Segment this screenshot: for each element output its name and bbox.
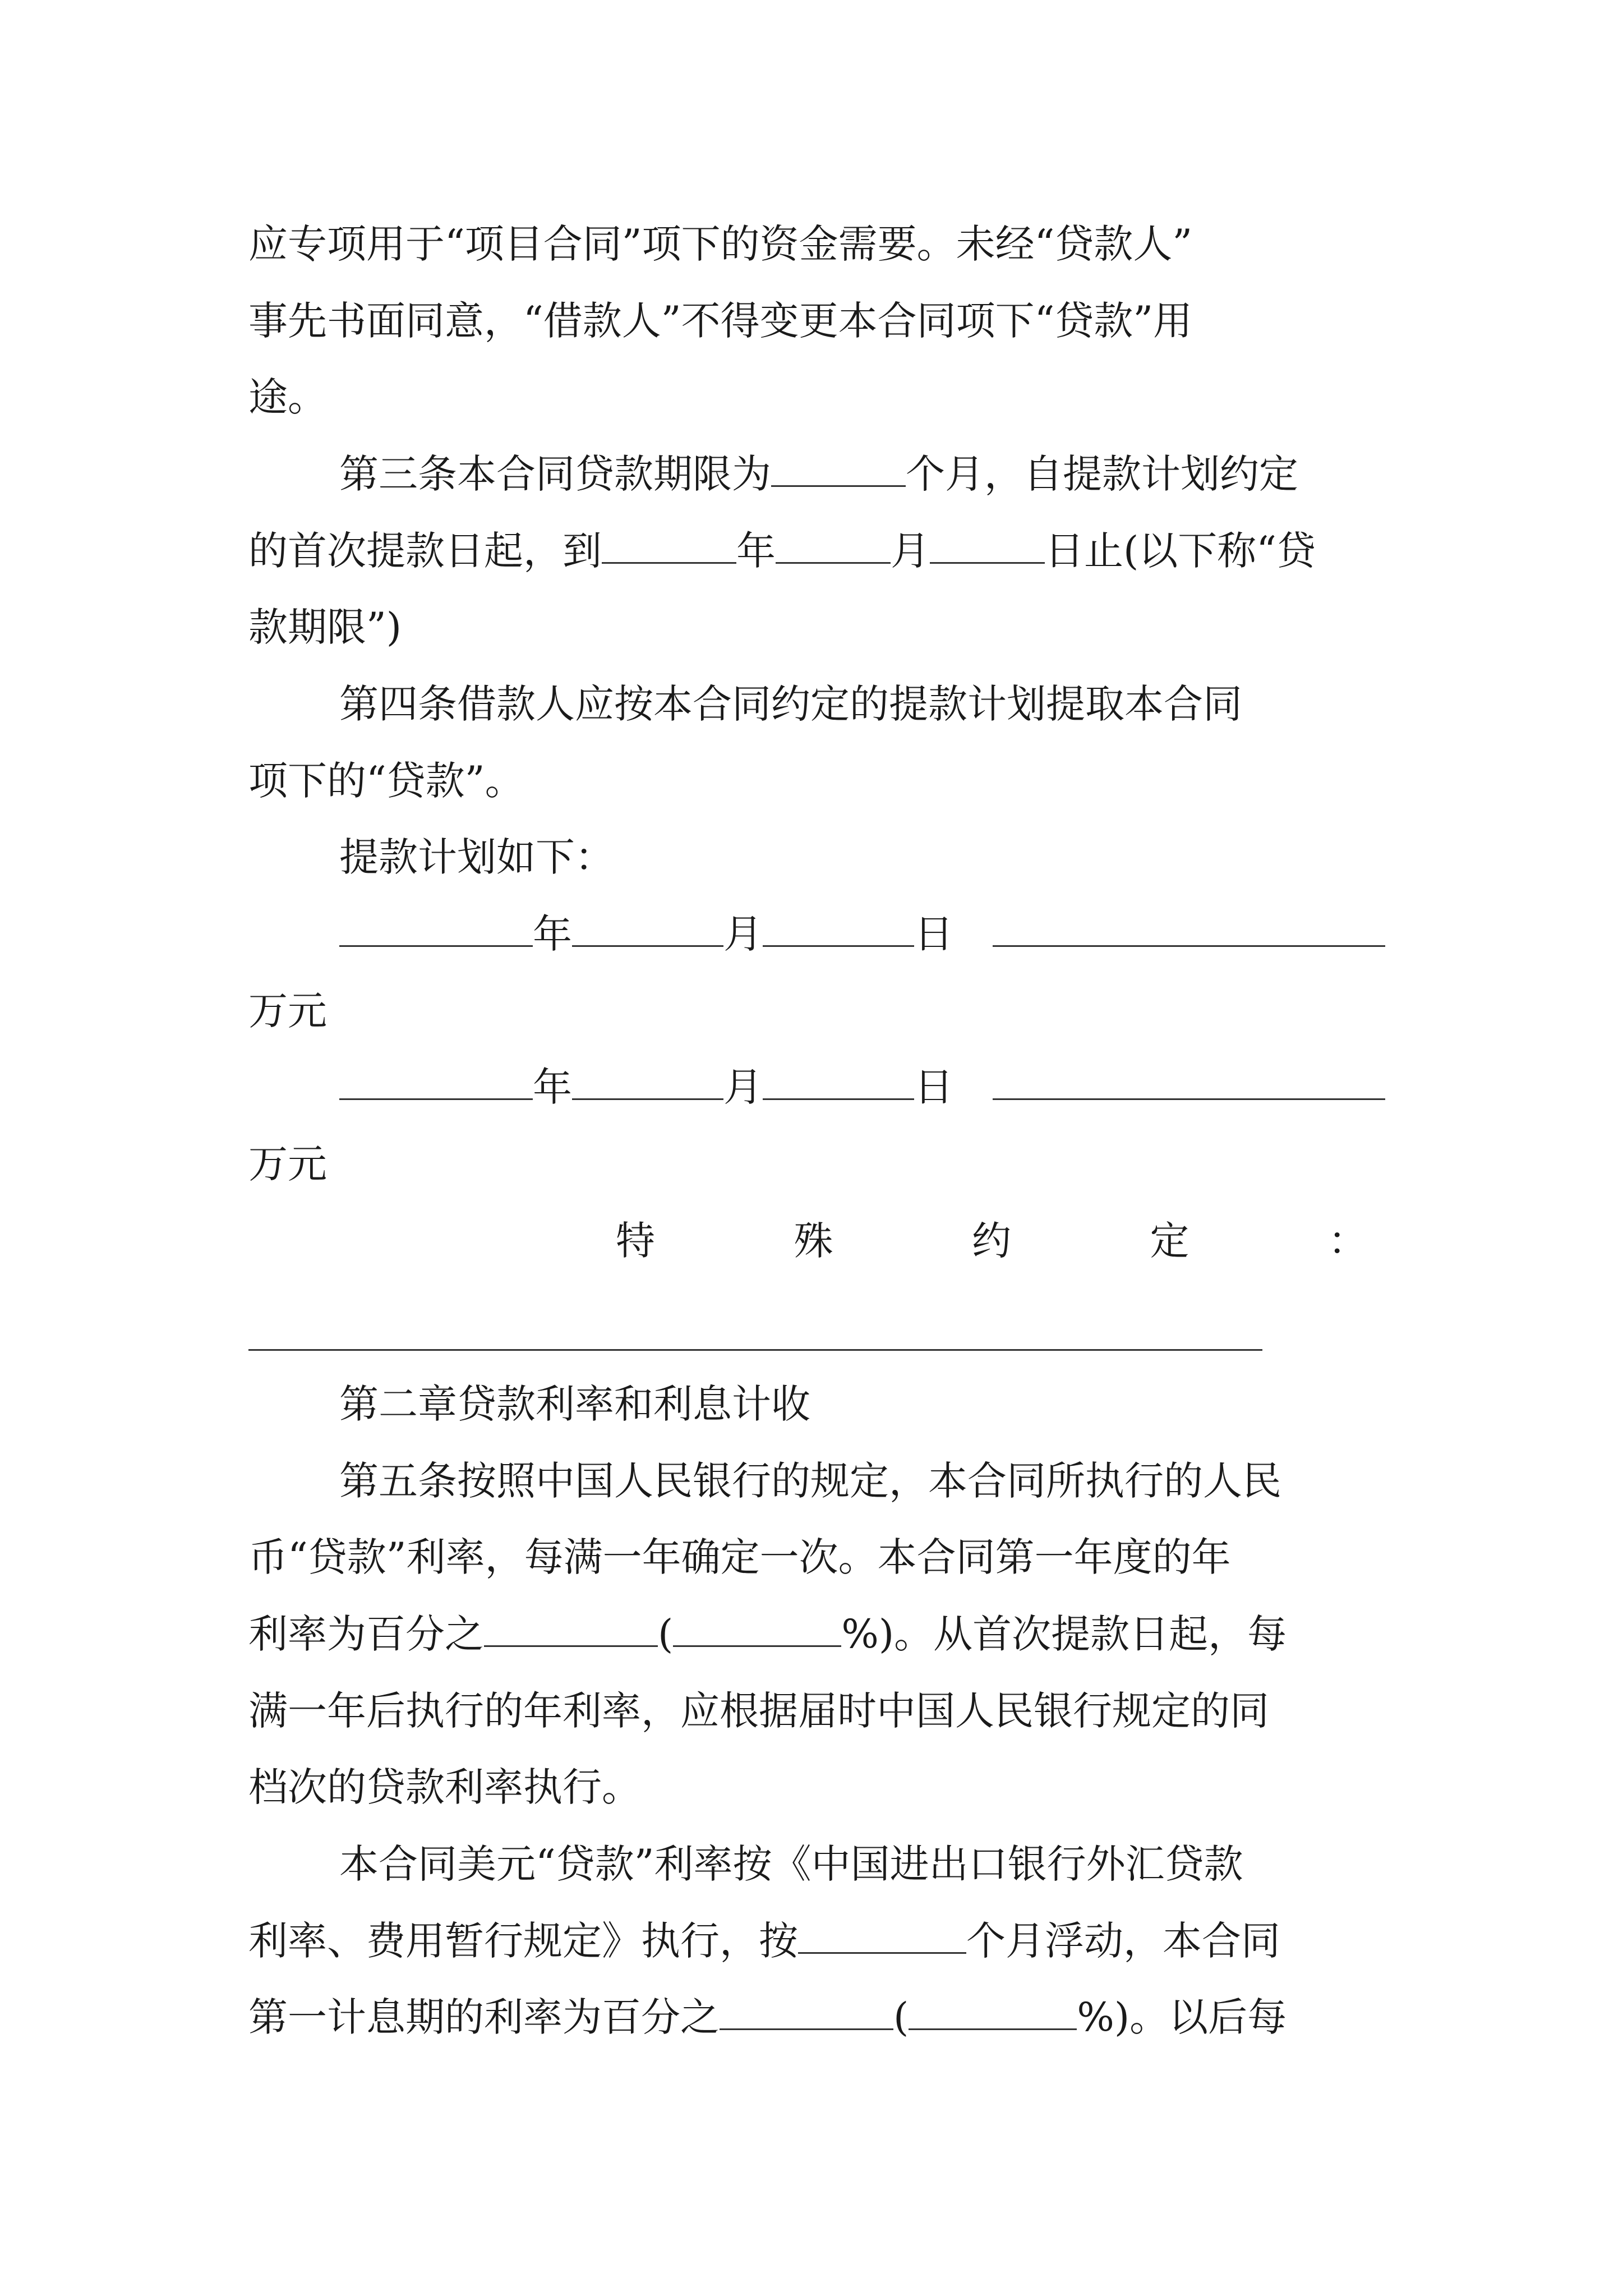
text: 款期限”): [248, 604, 402, 650]
text: 万元: [248, 988, 327, 1034]
fill-blank-month[interactable]: [776, 561, 891, 564]
text: 月: [723, 1064, 763, 1110]
fill-blank-year[interactable]: [339, 1097, 533, 1100]
special-agreement-heading: [616, 1202, 1367, 1280]
text: 项下的“贷款”。: [248, 758, 524, 804]
article-5-line: [248, 1595, 1387, 1673]
text: 约: [972, 1218, 1011, 1264]
text: 月: [891, 528, 930, 574]
plan-unit: [248, 1125, 1387, 1203]
fill-blank-year[interactable]: [602, 561, 736, 564]
text: 日: [914, 911, 953, 957]
text: 万元: [248, 1141, 327, 1187]
paragraph-line: [248, 205, 1387, 283]
text: 币“贷款”利率，每满一年确定一次。本合同第一年度的年: [248, 1534, 1231, 1580]
plan-row: [339, 895, 1387, 973]
text: 年: [736, 528, 776, 574]
text: 第一计息期的利率为百分之: [248, 1994, 720, 2040]
fill-blank-day[interactable]: [763, 1097, 914, 1100]
fill-blank-months[interactable]: [798, 1951, 966, 1954]
article-3-line: [248, 588, 1387, 666]
fill-blank-rate-percent[interactable]: [673, 1644, 841, 1647]
chapter-title: [339, 1365, 1387, 1443]
text: 第三条本合同贷款期限为: [339, 451, 771, 497]
fill-blank-months[interactable]: [771, 484, 906, 487]
text: 日: [914, 1064, 953, 1110]
text: 年: [533, 1064, 572, 1110]
text: 应专项用于“项目合同”项下的资金需要。未经“贷款人”: [248, 221, 1193, 267]
usd-rate-line: [248, 1902, 1387, 1980]
article-5-line: [248, 1518, 1387, 1596]
text: 的首次提款日起，到: [248, 528, 602, 574]
article-5-line: [248, 1748, 1387, 1826]
paragraph-line: [248, 282, 1387, 360]
text: 事先书面同意，“借款人”不得变更本合同项下“贷款”用: [248, 298, 1193, 344]
usd-rate-line: [248, 1978, 1387, 2056]
usd-rate-line: [339, 1825, 1387, 1903]
fill-blank-year[interactable]: [339, 944, 533, 947]
text: 利率为百分之: [248, 1611, 484, 1657]
text: 第五条按照中国人民银行的规定，本合同所执行的人民: [339, 1458, 1281, 1504]
text: 本合同美元“贷款”利率按《中国进出口银行外汇贷款: [339, 1841, 1243, 1887]
fill-blank-day[interactable]: [930, 561, 1045, 564]
article-3-line: [339, 435, 1387, 513]
fill-blank-amount[interactable]: [993, 944, 1385, 947]
text: 个月浮动，本合同: [966, 1918, 1280, 1964]
plan-row: [339, 1048, 1387, 1126]
text: 年: [533, 911, 572, 957]
text: 档次的贷款利率执行。: [248, 1764, 641, 1810]
text: 日止(以下称“贷: [1045, 528, 1316, 574]
text: 提款计划如下：: [339, 834, 614, 880]
fill-blank-rate-percent[interactable]: [909, 2027, 1077, 2030]
text: 定: [1150, 1218, 1189, 1264]
text: 特: [616, 1218, 655, 1264]
fill-blank-rate-words[interactable]: [720, 2027, 893, 2030]
text: 殊: [794, 1218, 833, 1264]
paragraph-line: [248, 358, 1387, 436]
text: 第四条借款人应按本合同约定的提款计划提取本合同: [339, 681, 1242, 727]
text: 第二章贷款利率和利息计收: [339, 1381, 810, 1427]
article-5-line: [248, 1672, 1387, 1750]
fill-blank-day[interactable]: [763, 944, 914, 947]
text: %)。以后每: [1077, 1994, 1287, 2040]
text: (: [658, 1611, 674, 1657]
plan-heading: [339, 818, 1387, 896]
fill-blank-month[interactable]: [572, 1097, 723, 1100]
text: 月: [723, 911, 763, 957]
fill-blank-amount[interactable]: [993, 1097, 1385, 1100]
article-4-line: [339, 665, 1387, 743]
fill-blank-rate-words[interactable]: [484, 1644, 658, 1647]
article-4-line: [248, 742, 1387, 820]
text: %)。从首次提款日起，每: [841, 1611, 1287, 1657]
text: 途。: [248, 374, 327, 420]
article-3-line: [248, 512, 1387, 590]
text: ：: [1328, 1218, 1367, 1264]
fill-blank-special-agreement[interactable]: [248, 1349, 1262, 1351]
text: 满一年后执行的年利率，应根据届时中国人民银行规定的同: [248, 1688, 1269, 1734]
text: (: [893, 1994, 909, 2040]
text: 利率、费用暂行规定》执行，按: [248, 1918, 798, 1964]
text: 个月，自提款计划约定: [906, 451, 1298, 497]
article-5-line: [339, 1442, 1387, 1520]
plan-unit: [248, 972, 1387, 1050]
fill-blank-month[interactable]: [572, 944, 723, 947]
